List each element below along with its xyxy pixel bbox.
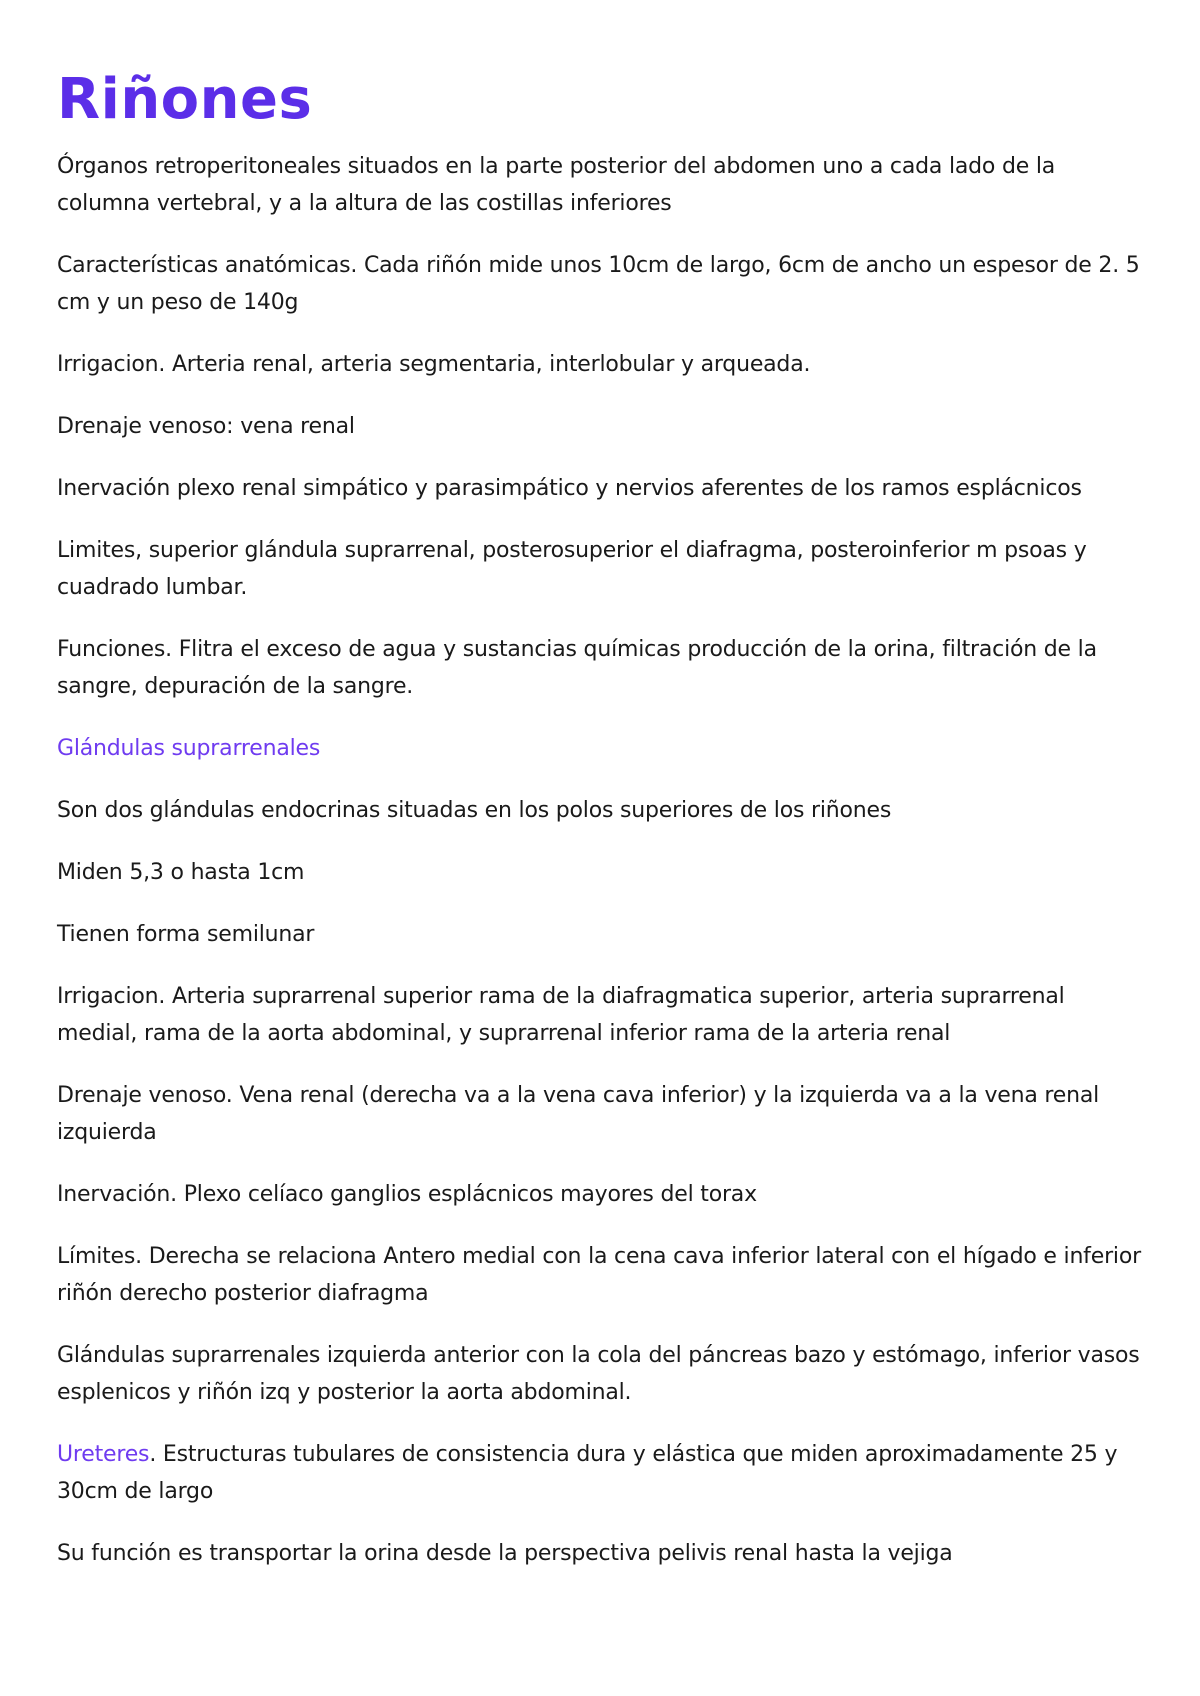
adrenal-paragraph-description: Son dos glándulas endocrinas situadas en los polos superiores de los riñones: [57, 798, 892, 823]
ureters-text: . Estructuras tubulares de consistencia dura y elástica que miden aproximadamente 25 y 30cm de largo: [57, 1442, 1118, 1504]
kidneys-paragraph-irrigation: Irrigacion. Arteria renal, arteria segmentaria, interlobular y arqueada.: [57, 352, 811, 377]
adrenal-paragraph-drainage: Drenaje venoso. Vena renal (derecha va a la vena cava inferior) y la izquierda va a la vena renal izquierda: [57, 1083, 1100, 1145]
kidneys-paragraph-drainage: Drenaje venoso: vena renal: [57, 414, 355, 439]
adrenal-heading: Glándulas suprarrenales: [57, 736, 321, 761]
kidneys-paragraph-location: Órganos retroperitoneales situados en la parte posterior del abdomen uno a cada lado de la columna vertebral, y a la altura de las costillas inferiores: [57, 154, 1056, 216]
document-page: [57, 62, 1147, 1597]
adrenal-paragraph-innervation: Inervación. Plexo celíaco ganglios esplácnicos mayores del torax: [57, 1182, 757, 1207]
adrenal-paragraph-limits-right: Límites. Derecha se relaciona Antero medial con la cena cava inferior lateral con el hígado e inferior riñón derecho posterior diafragma: [57, 1244, 1141, 1306]
kidneys-paragraph-anatomy: Características anatómicas. Cada riñón mide unos 10cm de largo, 6cm de ancho un espesor de 2. 5 cm y un peso de 140g: [57, 253, 1140, 315]
adrenal-paragraph-limits-left: Glándulas suprarrenales izquierda anterior con la cola del páncreas bazo y estómago, inferior vasos esplenicos y riñón izq y posterior la aorta abdominal.: [57, 1343, 1140, 1405]
kidneys-paragraph-innervation: Inervación plexo renal simpático y parasimpático y nervios aferentes de los ramos esplácnicos: [57, 476, 1082, 501]
kidneys-paragraph-functions: Funciones. Flitra el exceso de agua y sustancias químicas producción de la orina, filtración de la sangre, depuración de la sangre.: [57, 637, 1097, 699]
ureters-paragraph-function: Su función es transportar la orina desde la perspectiva pelivis renal hasta la vejiga: [57, 1541, 953, 1566]
ureters-paragraph: [57, 1436, 1147, 1510]
adrenal-paragraph-shape: Tienen forma semilunar: [57, 922, 315, 947]
ureters-label: Ureteres: [57, 1442, 150, 1467]
adrenal-paragraph-size: Miden 5,3 o hasta 1cm: [57, 860, 305, 885]
kidneys-paragraph-limits: Limites, superior glándula suprarrenal, posterosuperior el diafragma, posteroinferior m psoas y cuadrado lumbar.: [57, 538, 1087, 600]
page-title: Riñones: [57, 67, 313, 132]
adrenal-paragraph-irrigation: Irrigacion. Arteria suprarrenal superior rama de la diafragmatica superior, arteria suprarrenal medial, rama de la aorta abdominal, y suprarrenal inferior rama de la arteria renal: [57, 984, 1065, 1046]
